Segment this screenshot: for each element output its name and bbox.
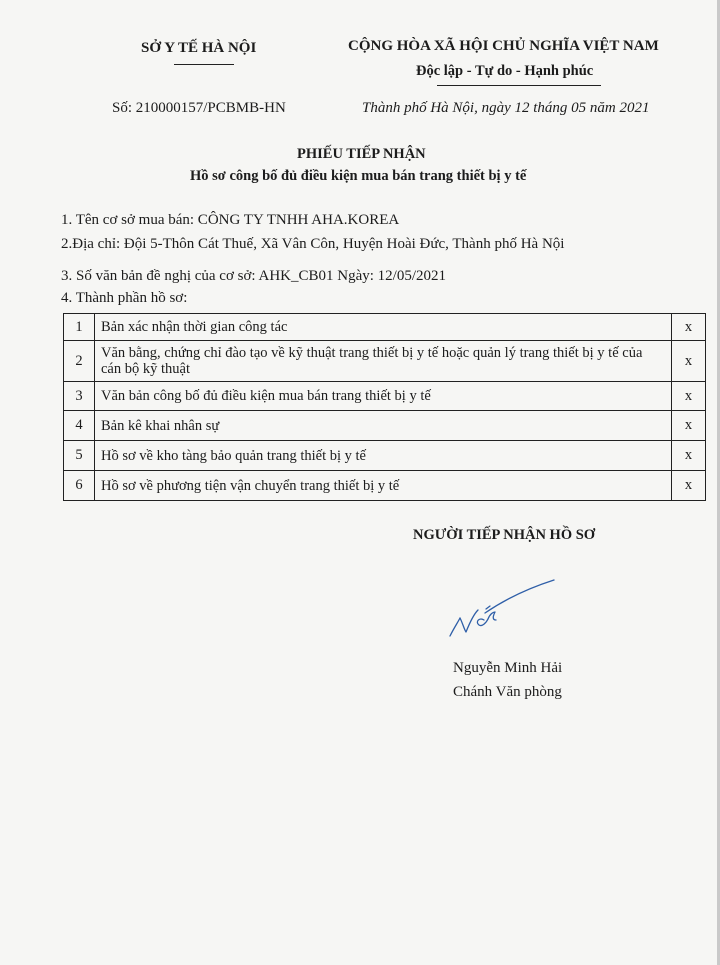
receiver-title: NGƯỜI TIẾP NHẬN HỒ SƠ: [413, 527, 596, 543]
receiver-position: Chánh Văn phòng: [453, 684, 562, 700]
row-check-mark: x: [672, 411, 706, 441]
table-row: [64, 341, 706, 382]
row-description: Văn bằng, chứng chỉ đào tạo về kỹ thuật trang thiết bị y tế hoặc quản lý trang thiết bị y tế của cán bộ kỹ thuật: [95, 341, 672, 382]
form-title: PHIẾU TIẾP NHẬN: [297, 146, 426, 162]
handwritten-signature: [444, 576, 559, 642]
motto-underline: [437, 85, 601, 86]
row-check-mark: x: [672, 382, 706, 411]
table-row: [64, 441, 706, 471]
row-number: 1: [64, 314, 95, 341]
row-check-mark: x: [672, 441, 706, 471]
row-description: Bản kê khai nhân sự: [95, 411, 672, 441]
document-number: Số: 210000157/PCBMB-HN: [112, 100, 286, 116]
table-row: [64, 314, 706, 341]
row-number: 5: [64, 441, 95, 471]
row-description: Bản xác nhận thời gian công tác: [95, 314, 672, 341]
agency-underline: [174, 64, 234, 65]
row-number: 6: [64, 471, 95, 501]
receiver-name: Nguyễn Minh Hải: [453, 660, 563, 676]
table-row: [64, 382, 706, 411]
row-description: Văn bản công bố đủ điều kiện mua bán trang thiết bị y tế: [95, 382, 672, 411]
country-name: CỘNG HÒA XÃ HỘI CHỦ NGHĨA VIỆT NAM: [348, 38, 659, 54]
table-row: [64, 411, 706, 441]
row-number: 3: [64, 382, 95, 411]
agency-name: SỞ Y TẾ HÀ NỘI: [141, 40, 257, 56]
row-check-mark: x: [672, 471, 706, 501]
row-check-mark: x: [672, 341, 706, 382]
place-and-date: Thành phố Hà Nội, ngày 12 tháng 05 năm 2021: [362, 100, 650, 116]
form-subtitle: Hồ sơ công bố đủ điều kiện mua bán trang thiết bị y tế: [190, 168, 527, 184]
components-label: 4. Thành phần hồ sơ:: [61, 290, 188, 306]
row-description: Hồ sơ về phương tiện vận chuyển trang thiết bị y tế: [95, 471, 672, 501]
row-number: 2: [64, 341, 95, 382]
row-description: Hồ sơ về kho tàng bảo quản trang thiết bị y tế: [95, 441, 672, 471]
facility-address: 2.Địa chỉ: Đội 5-Thôn Cát Thuế, Xã Vân Côn, Huyện Hoài Đức, Thành phố Hà Nội: [61, 236, 565, 252]
row-number: 4: [64, 411, 95, 441]
documents-table: [63, 313, 706, 501]
facility-name: 1. Tên cơ sở mua bán: CÔNG TY TNHH AHA.KOREA: [61, 212, 400, 228]
table-row: [64, 471, 706, 501]
national-motto: Độc lập - Tự do - Hạnh phúc: [416, 63, 594, 79]
row-check-mark: x: [672, 314, 706, 341]
request-document: 3. Số văn bản đề nghị của cơ sở: AHK_CB01 Ngày: 12/05/2021: [61, 268, 446, 284]
